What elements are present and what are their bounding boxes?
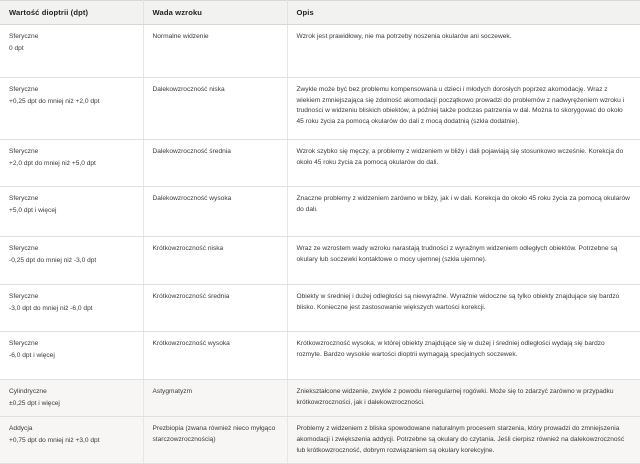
vision-defect-label: Krótkowzroczność niska	[152, 245, 224, 252]
vision-defect-label: Astygmatyzm	[152, 388, 193, 395]
diopter-value-type: Sferyczne	[9, 33, 39, 40]
diopter-value-range: +0,75 dpt do mniej niż +3,0 dpt	[9, 437, 100, 445]
cell-diopter-value	[0, 140, 143, 187]
vision-defect-label: Krótkowzroczność średnia	[152, 293, 230, 300]
description-text: Znaczne problemy z widzeniem zarówno w bliży, jak i w dali. Korekcja do około 45 roku życia za pomocą okularów do dali.	[296, 195, 630, 213]
diopter-value-range: -0,25 dpt do mniej niż -3,0 dpt	[9, 256, 97, 264]
cell-vision-defect	[143, 187, 287, 237]
cell-description	[287, 380, 640, 417]
cell-diopter-value	[0, 380, 143, 417]
diopter-value-range: -3,0 dpt do mniej niż -6,0 dpt	[9, 304, 93, 312]
diopter-value-range: ±0,25 dpt i więcej	[9, 399, 60, 407]
diopter-value-range: +0,25 dpt do mniej niż +2,0 dpt	[9, 97, 100, 105]
cell-diopter-value	[0, 78, 143, 140]
cell-description	[287, 187, 640, 237]
cell-description	[287, 140, 640, 187]
cell-description	[287, 417, 640, 464]
diopter-value-range: +5,0 dpt i więcej	[9, 206, 57, 214]
cell-description	[287, 78, 640, 140]
vision-defect-label: Dalekowzroczność średnia	[152, 148, 231, 155]
cell-vision-defect	[143, 25, 287, 78]
table-row	[0, 285, 640, 332]
description-text: Zniekształcone widzenie, zwykle z powodu nieregularnej rogówki. Może się to zdarzyć zarówno w przypadku krótkowzroczności, jak i dalekowzroczności.	[296, 388, 614, 406]
table-header	[0, 1, 640, 25]
cell-diopter-value	[0, 237, 143, 285]
cell-vision-defect	[143, 237, 287, 285]
description-text: Wraz ze wzrostem wady wzroku narastają trudności z wyraźnym widzeniem odległych obiektów. Potrzebne są okulary lub soczewki kontaktowe o mocy ujemnej (szkła ujemne).	[296, 245, 618, 263]
table-row	[0, 380, 640, 417]
vision-defect-label: Normalne widzenie	[152, 33, 209, 40]
diopter-value-range: -6,0 dpt i więcej	[9, 351, 55, 359]
table-row	[0, 140, 640, 187]
diopter-value-type: Sferyczne	[9, 86, 39, 93]
diopter-value-type: Sferyczne	[9, 340, 39, 347]
cell-description	[287, 25, 640, 78]
description-text: Krótkowzroczność wysoka, w której obiekty znajdujące się w dużej i średniej odległości wydają się bardzo rozmyte. Bardzo wysokie wartości dioptrii wymagają specjalnych soczewek.	[296, 340, 605, 358]
diopter-value-range: +2,0 dpt do mniej niż +5,0 dpt	[9, 159, 96, 167]
diopter-value-type: Sferyczne	[9, 148, 39, 155]
diopter-value-type: Cylindryczne	[9, 388, 47, 395]
table-row	[0, 417, 640, 464]
vision-defect-label: Dalekowzroczność niska	[152, 86, 225, 93]
diopter-value-range: 0 dpt	[9, 44, 24, 52]
table-body	[0, 25, 640, 464]
description-text: Wzrok szybko się męczy, a problemy z widzeniem w bliży i dali pojawiają się stosunkowo wcześnie. Korekcja do około 45 roku życia za pomocą okularów do dali.	[296, 148, 624, 166]
cell-diopter-value	[0, 187, 143, 237]
table-row	[0, 25, 640, 78]
diopter-value-type: Addycja	[9, 425, 33, 433]
cell-vision-defect	[143, 78, 287, 140]
cell-description	[287, 285, 640, 332]
description-text: Problemy z widzeniem z bliska spowodowane naturalnym procesem starzenia, który prowadzi do zmniejszenia akomodacji i zwiększenia addycji. Potrzebne są okulary do czytania. Jeśli cierpisz również na dalekowzroczność lub krótkowzroczność, dobrym rozwiązaniem są okulary korekcyjne.	[296, 425, 625, 454]
column-header-diopter-value: Wartość dioptrii (dpt)	[0, 1, 143, 25]
vision-defect-label: Prezbiopia (zwana również nieco myłgąco starczowzrocznością)	[152, 425, 276, 444]
description-text: Wzrok jest prawidłowy, nie ma potrzeby noszenia okularów ani soczewek.	[296, 33, 512, 40]
cell-vision-defect	[143, 417, 287, 464]
table-row	[0, 237, 640, 285]
diopter-value-type: Sferyczne	[9, 245, 39, 252]
table-row	[0, 78, 640, 140]
column-header-vision-defect: Wada wzroku	[143, 1, 287, 25]
table-row	[0, 332, 640, 380]
vision-defect-label: Dalekowzroczność wysoka	[152, 195, 232, 202]
cell-vision-defect	[143, 140, 287, 187]
cell-vision-defect	[143, 285, 287, 332]
cell-vision-defect	[143, 380, 287, 417]
cell-diopter-value	[0, 332, 143, 380]
cell-vision-defect	[143, 332, 287, 380]
description-text: Obiekty w średniej i dużej odległości są niewyraźne. Wyraźnie widoczne są tylko obiekty znajdujące się bardzo blisko. Konieczne jest zastosowanie większych wartości korekcji.	[296, 293, 620, 311]
description-text: Zwykle może być bez problemu kompensowana u dzieci i młodych dorosłych poprzez akomodację. Wraz z wiekiem zmniejszająca się zdolność akomodacji początkowo prowadzi do problemów z nadwyrężeniem wzroku i trudności w widzeniu bliskich obiektów, a później także podczas patrzenia w dal. Można to skorygować do około 45 roku życia za pomocą okularów do dali z mocą dodatnią (szkła dodatnie).	[296, 86, 625, 126]
cell-description	[287, 237, 640, 285]
cell-description	[287, 332, 640, 380]
cell-diopter-value	[0, 417, 143, 464]
table-row	[0, 187, 640, 237]
column-header-description: Opis	[287, 1, 640, 25]
table-header-row	[0, 1, 640, 25]
cell-diopter-value	[0, 25, 143, 78]
cell-diopter-value	[0, 285, 143, 332]
vision-defect-label: Krótkowzroczność wysoka	[152, 340, 230, 347]
diopter-value-type: Sferyczne	[9, 293, 39, 300]
diopter-value-type: Sferyczne	[9, 195, 39, 202]
